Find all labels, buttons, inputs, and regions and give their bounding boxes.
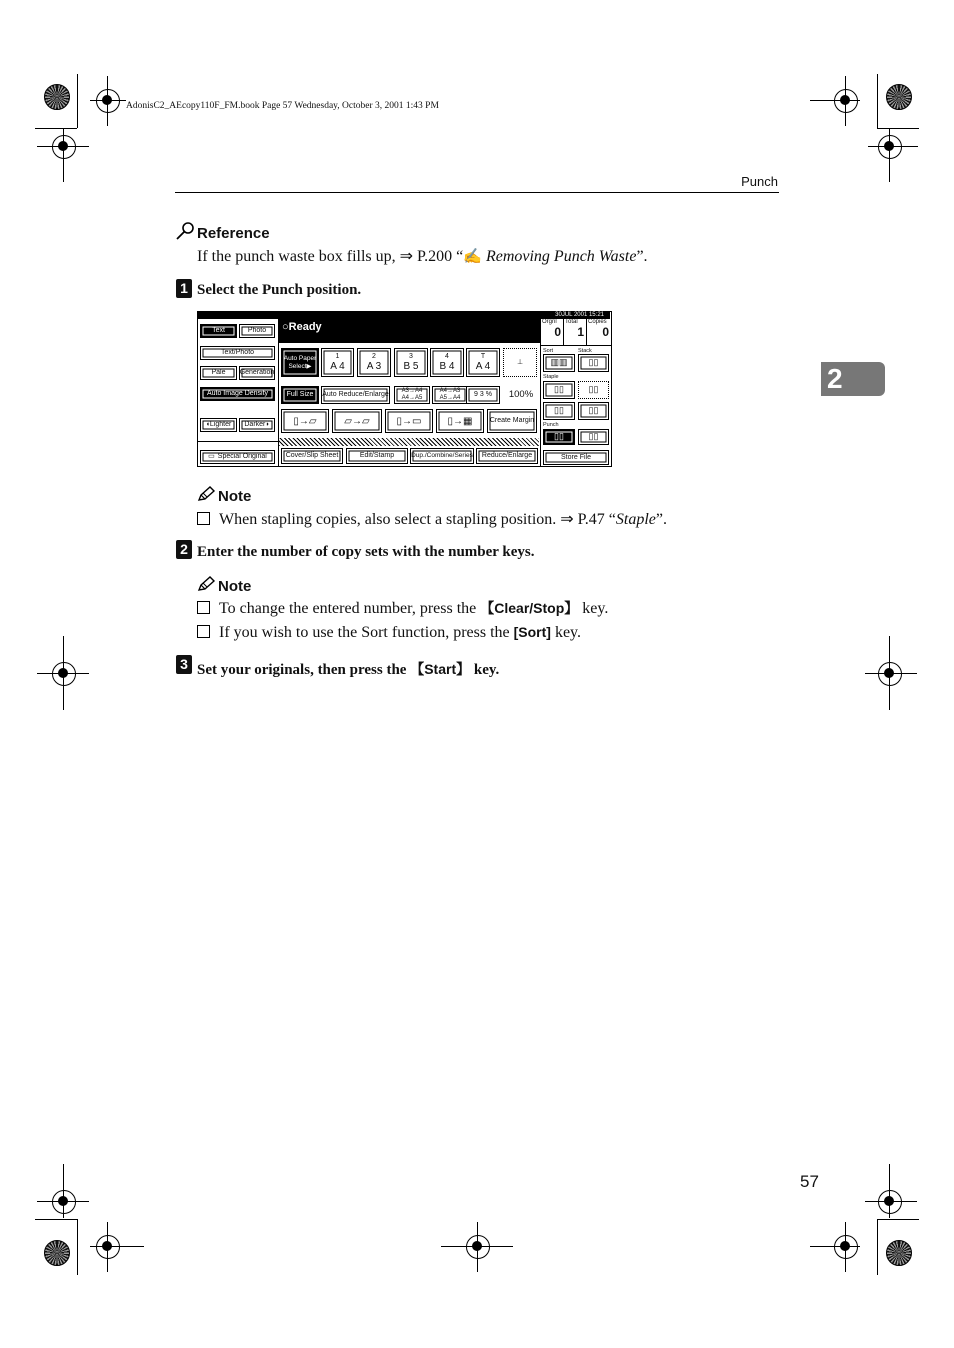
- darker-arrow-icon: ◗: [265, 421, 270, 429]
- stack-label: Stack: [578, 348, 592, 354]
- lighter-button[interactable]: [200, 418, 237, 432]
- registration-target-icon: [466, 1235, 490, 1259]
- staple-position-3-button[interactable]: [543, 402, 575, 420]
- reduce-enlarge-tab[interactable]: Reduce/Enlarge: [476, 448, 538, 464]
- registration-dial-icon: [44, 1240, 70, 1266]
- duplex-1-to-2-button[interactable]: [281, 409, 329, 433]
- reference-body: [197, 246, 648, 266]
- darker-label: Darker: [244, 421, 266, 429]
- tray-number: 4: [445, 353, 449, 361]
- note-title: Note: [218, 488, 252, 505]
- sort-key: [Sort]: [513, 624, 551, 640]
- duplex-1-2-icon: ▯→▱: [293, 415, 317, 427]
- checkbox-bullet-icon: [197, 601, 210, 614]
- auto-paper-select-button[interactable]: Auto Paper Select▶: [281, 348, 319, 377]
- tray-number: 2: [372, 353, 376, 361]
- sort-button[interactable]: [543, 354, 575, 372]
- stack-button[interactable]: [578, 354, 609, 372]
- note-item: [197, 624, 581, 642]
- status-bar: [278, 319, 540, 343]
- registration-dial-icon: [886, 1240, 912, 1266]
- checkbox-bullet-icon: [197, 625, 210, 638]
- staple-icon: ▯▯: [588, 405, 599, 416]
- counter-label: Copies: [588, 319, 607, 325]
- registration-target-icon: [834, 89, 858, 113]
- auto-image-density-button[interactable]: Auto Image Density: [200, 387, 275, 401]
- registration-target-icon: [878, 662, 902, 686]
- reference-title: Reference: [197, 225, 270, 242]
- note-text-end: key.: [550, 624, 582, 641]
- registration-dial-icon: [886, 84, 912, 110]
- step-number: 3: [176, 655, 192, 674]
- step-number: 1: [176, 279, 192, 298]
- preset-93-button[interactable]: 9 3 %: [466, 386, 500, 404]
- note-text: To change the entered number, press the: [219, 600, 481, 617]
- enlarge-preset-button[interactable]: A4→A3 A5→A4: [432, 386, 468, 404]
- panel-date: 30JUL 2001 15:21: [198, 312, 610, 319]
- staple-position-4-button[interactable]: [578, 402, 609, 420]
- clear-stop-key: 【Clear/Stop】: [480, 600, 579, 616]
- sort-icon: ▥▥: [550, 357, 568, 368]
- stack-icon: ▯▯: [588, 357, 599, 368]
- note-text: When stapling copies, also select a stapling position. ⇒ P.47 “: [219, 511, 616, 528]
- tray-size: A 4: [330, 360, 345, 372]
- lighter-label: Lighter: [209, 421, 232, 429]
- registration-target-icon: [878, 1190, 902, 1214]
- registration-target-icon: [52, 662, 76, 686]
- combine-button[interactable]: [385, 409, 433, 433]
- tray-size: A 4: [475, 360, 491, 372]
- darker-button[interactable]: [239, 418, 275, 432]
- tray-size: B 5: [403, 360, 419, 372]
- step-text-end: key.: [470, 662, 500, 678]
- reference-text: If the punch waste box fills up, ⇒ P.200 “: [197, 248, 464, 265]
- punch-position-1-button[interactable]: [543, 429, 575, 445]
- duplex-2-to-2-button[interactable]: [332, 409, 382, 433]
- counter-value: 0: [602, 325, 609, 339]
- chapter-tab: 2: [821, 362, 885, 396]
- original-counter: [541, 319, 564, 345]
- tray-4-button[interactable]: [430, 348, 464, 377]
- checkbox-bullet-icon: [197, 512, 210, 525]
- reference-text-end: ”.: [636, 248, 648, 265]
- copies-counter: [587, 319, 611, 345]
- text-photo-mode-button[interactable]: Text/Photo: [200, 346, 275, 360]
- notepad-icon: ✍: [463, 249, 482, 265]
- print-job-info: AdonisC2_AEcopy110F_FM.book Page 57 Wednesday, October 3, 2001 1:43 PM: [126, 101, 439, 111]
- photo-mode-button[interactable]: Photo: [239, 324, 275, 338]
- note-text-end: ”.: [655, 511, 668, 528]
- bypass-tray-button[interactable]: [503, 348, 537, 377]
- registration-target-icon: [96, 89, 120, 113]
- full-size-button[interactable]: Full Size: [281, 386, 319, 404]
- hatched-divider: [279, 438, 539, 446]
- registration-target-icon: [52, 135, 76, 159]
- registration-target-icon: [834, 1235, 858, 1259]
- counter-label: Total: [565, 319, 578, 325]
- reference-link[interactable]: Removing Punch Waste: [485, 248, 637, 265]
- registration-dial-icon: [44, 84, 70, 110]
- sort-label: Sort: [543, 348, 554, 354]
- tray-number: 1: [335, 353, 340, 361]
- running-head: Punch: [741, 174, 778, 189]
- staple-position-2-button[interactable]: [578, 381, 609, 399]
- step-text: [197, 659, 499, 679]
- combine-icon: ▯→▭: [396, 415, 422, 427]
- dup-combine-series-tab[interactable]: Dup./Combine/Series: [410, 448, 474, 464]
- tray-number: 3: [409, 353, 413, 361]
- registration-target-icon: [96, 1235, 120, 1259]
- start-key: 【Start】: [410, 661, 471, 677]
- note-item: [197, 598, 608, 618]
- special-original-button[interactable]: [200, 450, 275, 464]
- duplex-2-2-icon: ▱→▱: [344, 415, 370, 427]
- note-text: If you wish to use the Sort function, press the: [219, 624, 514, 641]
- status-text: Ready: [288, 321, 322, 333]
- step-number: 2: [176, 540, 192, 559]
- pale-mode-button[interactable]: Pale: [200, 366, 237, 380]
- staple-icon: ▯▯: [554, 405, 564, 416]
- auto-reduce-enlarge-button[interactable]: Auto Reduce/Enlarge: [321, 386, 390, 404]
- lighter-arrow-icon: ◖: [205, 421, 210, 429]
- tray-2-button[interactable]: [357, 348, 391, 377]
- staple-label: Staple: [543, 374, 559, 380]
- header-rule: [175, 192, 779, 193]
- staple-icon: ▯▯: [588, 384, 599, 395]
- registration-target-icon: [52, 1190, 76, 1214]
- counter-label: Orgnl: [542, 319, 557, 325]
- punch-label: Punch: [543, 422, 559, 428]
- reduce-preset-button[interactable]: A3→A4 A4→A5: [394, 386, 430, 404]
- punch-position-2-button[interactable]: [578, 429, 609, 445]
- copier-control-panel: [197, 311, 612, 467]
- special-original-label: Special Original: [217, 453, 267, 461]
- step-text-part: Set your originals, then press the: [197, 662, 411, 678]
- note-text-end: key.: [578, 600, 609, 617]
- ratio-display: 100%: [508, 389, 534, 400]
- magnifier-icon: [176, 222, 196, 240]
- note-title: Note: [218, 578, 252, 595]
- tray-number: T: [480, 353, 486, 361]
- bypass-icon: ⊥: [516, 358, 524, 366]
- staple-position-1-button[interactable]: [543, 381, 575, 399]
- step-text: Enter the number of copy sets with the number keys.: [197, 544, 535, 560]
- punch-icon: ▯▯: [588, 431, 599, 442]
- step-text: Select the Punch position.: [197, 282, 362, 298]
- tray-t-button[interactable]: [466, 348, 500, 377]
- generation-mode-button[interactable]: Generation: [239, 366, 275, 380]
- store-file-button[interactable]: Store File: [543, 450, 609, 465]
- counter-value: 1: [577, 325, 584, 339]
- text-mode-button[interactable]: Text: [200, 324, 237, 338]
- tray-3-button[interactable]: [394, 348, 428, 377]
- tray-1-button[interactable]: [321, 348, 354, 377]
- punch-icon: ▯▯: [554, 431, 564, 442]
- edit-stamp-tab[interactable]: Edit/Stamp: [346, 448, 408, 464]
- tray-size: A 3: [366, 360, 382, 372]
- tray-size: B 4: [439, 360, 455, 372]
- counter-area: [540, 319, 611, 346]
- counter-value: 0: [554, 325, 561, 339]
- note-item: [197, 509, 667, 529]
- pencil-note-icon: [197, 486, 217, 502]
- create-margin-button[interactable]: Create Margin: [487, 409, 537, 433]
- series-icon: ▯→▦: [447, 415, 473, 427]
- page-number: 57: [800, 1172, 819, 1191]
- staple-link[interactable]: Staple: [615, 511, 656, 528]
- total-counter: [564, 319, 587, 345]
- status-indicator-icon: ○: [282, 321, 289, 333]
- series-button[interactable]: [436, 409, 484, 433]
- registration-target-icon: [878, 135, 902, 159]
- cover-slip-sheet-tab[interactable]: Cover/Slip Sheet: [281, 448, 343, 464]
- original-icon: ▭: [208, 453, 215, 461]
- pencil-note-icon: [197, 576, 217, 592]
- staple-icon: ▯▯: [554, 384, 564, 395]
